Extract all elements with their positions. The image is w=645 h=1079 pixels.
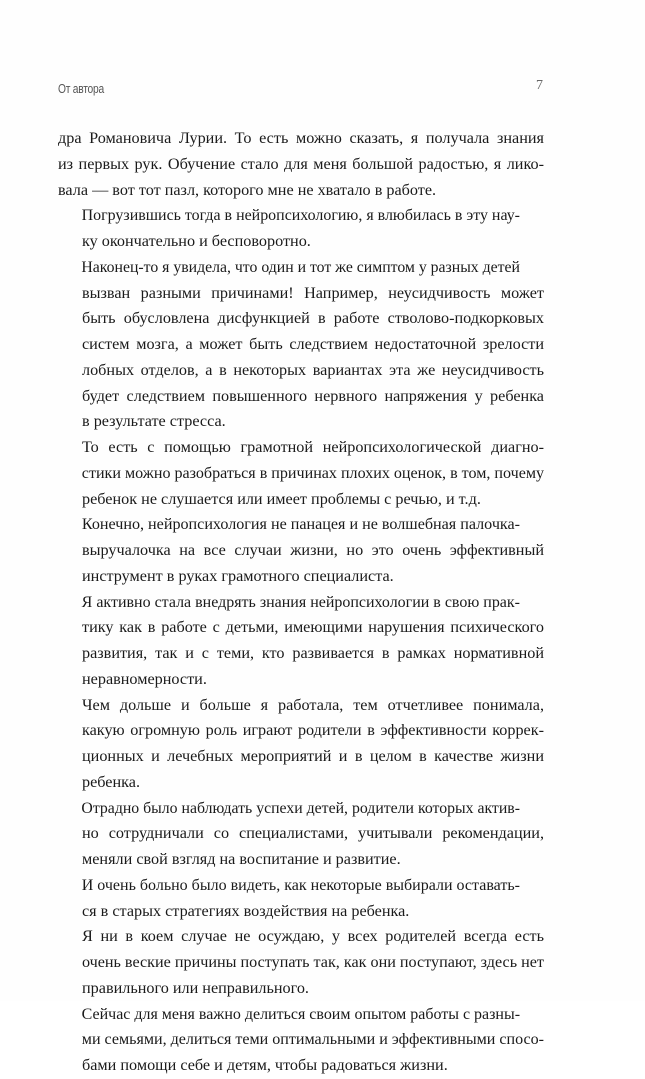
text-line: меняли свой взгляд на воспитание и развитие. [82, 850, 401, 868]
text-line: То есть с помощью грамотной нейропсихологической диагно- [82, 438, 544, 456]
running-head-title: От автора [58, 82, 104, 96]
text-line: лобных отделов, а в некоторых вариантах эта же неусидчивость [82, 360, 544, 379]
text-line: выручалочка на все случаи жизни, но это очень эффективный [82, 541, 544, 559]
page-number: 7 [536, 78, 543, 93]
paragraph [58, 924, 544, 1001]
text-line: ребенок не слушается или имеет проблемы с речью, и т.д. [82, 489, 481, 508]
text-line: развития, так и с теми, кто развивается в рамках нормативной [82, 644, 544, 662]
text-line: Я ни в коем случае не осуждаю, у всех родителей всегда есть [82, 927, 544, 946]
text-line: бами помощи себе и детям, чтобы радоваться жизни. [82, 1056, 448, 1074]
text-line: вызван разными причинами! Например, неусидчивость может [82, 283, 544, 302]
paragraph [58, 435, 544, 512]
text-line: правильного или неправильного. [82, 978, 309, 997]
text-line: вала — вот тот пазл, которого мне не хватало в работе. [58, 180, 437, 199]
text-line: инструмент в руках грамотного специалиста. [82, 566, 394, 585]
text-line: Я активно стала внедрять знания нейропсихологии в свою прак- [81, 592, 520, 611]
text-line: Сейчас для меня важно делиться своим опытом работы с разны- [81, 1004, 521, 1023]
text-line: но сотрудничали со специалистами, учитывали рекомендации, [82, 824, 544, 843]
paragraph [58, 1002, 544, 1079]
text-line: ся в старых стратегиях воздействия на ребенка. [82, 901, 410, 920]
paragraph [58, 255, 544, 435]
text-line: ребенка. [82, 772, 140, 791]
text-line: И очень больно было видеть, как некоторые выбирали оставать- [81, 875, 520, 894]
body-text [58, 126, 544, 1079]
text-line: дра Романовича Лурии. То есть можно сказать, я получала знания [58, 129, 544, 147]
paragraph [58, 693, 544, 796]
text-line: ционных и лечебных мероприятий и в целом в качестве жизни [82, 747, 544, 765]
text-line: тику как в работе с детьми, имеющими нарушения психического [82, 618, 544, 637]
text-line: очень веские причины поступать так, как они поступают, здесь нет [81, 953, 544, 971]
text-line: Погрузившись тогда в нейропсихологию, я влюбилась в эту нау- [81, 206, 520, 225]
text-line: из первых рук. Обучение стало для меня большой радостью, я лико- [58, 154, 544, 173]
text-line: быть обусловлена дисфункцией в работе стволово-подкорковых [82, 309, 544, 328]
text-line: Чем дольше и больше я работала, тем отчетливее понимала, [82, 695, 544, 714]
text-line: стики можно разобраться в причинах плохих оценок, в том, почему [81, 463, 545, 482]
text-line: систем мозга, а может быть следствием недостаточной зрелости [82, 335, 544, 353]
text-line: в результате стресса. [82, 412, 226, 431]
text-line: Конечно, нейропсихология не панацея и не волшебная палочка- [81, 515, 521, 534]
paragraph [58, 590, 544, 693]
paragraph [58, 203, 544, 255]
text-line: Отрадно было наблюдать успехи детей, родители которых актив- [81, 798, 521, 817]
paragraph [58, 873, 544, 925]
text-line: Наконец-то я увидела, что один и тот же симптом у разных детей [81, 257, 520, 276]
text-line: будет следствием повышенного нервного напряжения у ребенка [82, 386, 544, 405]
paragraph [58, 126, 544, 203]
paragraph [58, 796, 544, 873]
text-line: неравномерности. [82, 669, 207, 688]
text-line: ми семьями, делиться теми оптимальными и эффективными спосо- [81, 1030, 545, 1049]
text-line: ку окончательно и бесповоротно. [82, 232, 311, 250]
paragraph [58, 512, 544, 589]
text-line: какую огромную роль играют родители в эффективности коррек- [82, 721, 544, 740]
